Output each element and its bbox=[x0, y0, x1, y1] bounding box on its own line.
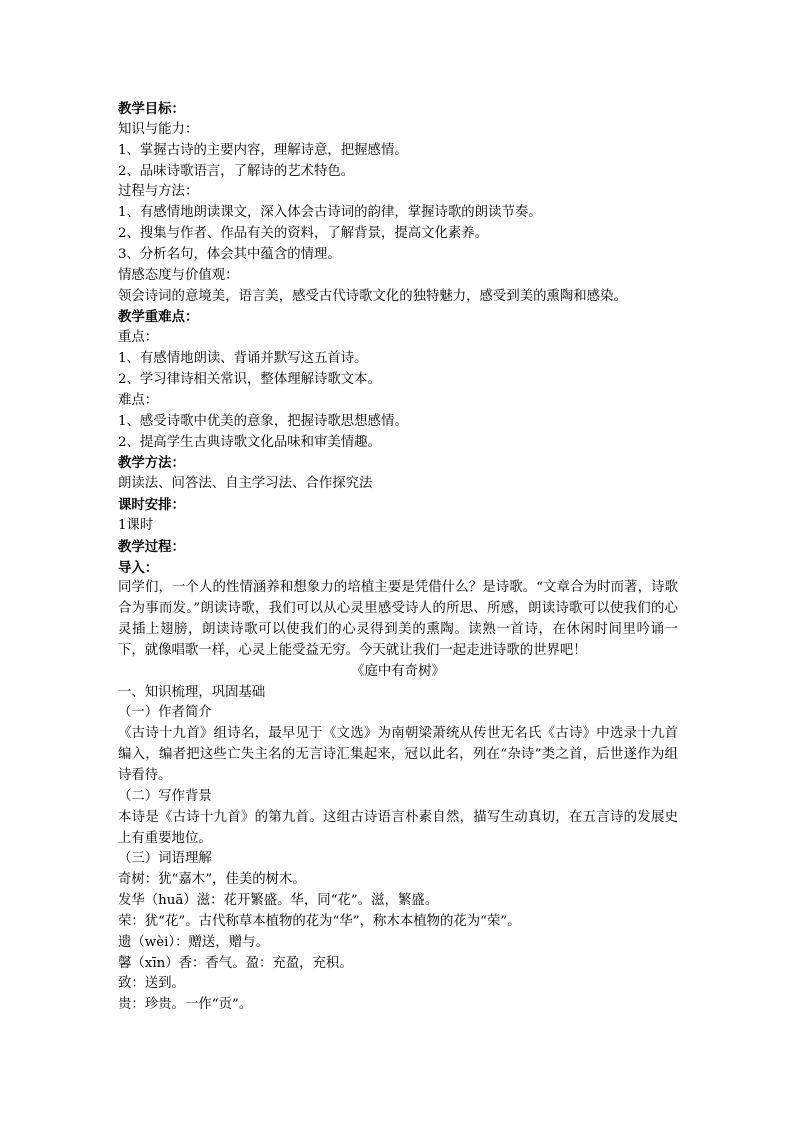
key-points-heading: 教学重难点： bbox=[118, 309, 199, 326]
part1-heading: 一、知识梳理，巩固基础 bbox=[118, 684, 266, 700]
key-item: 1、有感情地朗读、背诵并默写这五首诗。 bbox=[118, 351, 368, 367]
poem-title: 《庭中有奇树》 bbox=[351, 663, 445, 679]
schedule-heading: 课时安排： bbox=[118, 497, 185, 514]
procedure-heading: 教学过程： bbox=[118, 538, 185, 555]
methods-text: 朗读法、问答法、自主学习法、合作探究法 bbox=[118, 476, 373, 492]
vocab-item: 奇树：犹“嘉木”，佳美的树木。 bbox=[118, 872, 306, 888]
vocab-heading: （三）词语理解 bbox=[118, 851, 212, 867]
objectives-heading: 教学目标： bbox=[118, 101, 185, 117]
background-heading: （二）写作背景 bbox=[118, 788, 212, 804]
emotion-label: 情感态度与价值观： bbox=[118, 267, 239, 283]
author-heading: （一）作者简介 bbox=[118, 705, 212, 721]
vocab-item: 贵：珍贵。一作“贡”。 bbox=[118, 997, 253, 1013]
vocab-item: 荣：犹“花”。古代称草本植物的花为“华”，称木本植物的花为“荣”。 bbox=[118, 913, 521, 929]
vocab-item: 馨（xīn）香：香气。盈：充盈，充积。 bbox=[118, 955, 353, 971]
vocab-item: 致：送到。 bbox=[118, 976, 185, 992]
intro-heading: 导入： bbox=[118, 559, 159, 576]
emotion-text: 领会诗词的意境美，语言美，感受古代诗歌文化的独特魅力，感受到美的熏陶和感染。 bbox=[118, 288, 627, 304]
difficult-label: 难点： bbox=[118, 392, 159, 408]
process-label: 过程与方法： bbox=[118, 184, 199, 200]
process-item: 3、分析名句，体会其中蕴含的情理。 bbox=[118, 246, 341, 262]
schedule-text: 1课时 bbox=[118, 517, 154, 533]
knowledge-item: 2、品味诗歌语言，了解诗的艺术特色。 bbox=[118, 163, 355, 179]
key-item: 2、学习律诗相关常识，整体理解诗歌文本。 bbox=[118, 371, 381, 387]
knowledge-label: 知识与能力： bbox=[118, 121, 199, 137]
key-label: 重点： bbox=[118, 330, 159, 346]
methods-heading: 教学方法： bbox=[118, 455, 185, 472]
lesson-plan-body bbox=[118, 99, 678, 1016]
difficult-item: 1、感受诗歌中优美的意象，把握诗歌思想感情。 bbox=[118, 413, 408, 429]
intro-paragraph: 同学们，一个人的性情涵养和想象力的培植主要是凭借什么？是诗歌。“文章合为时而著，诗歌合为事而发。”朗读诗歌，我们可以从心灵里感受诗人的所思、所感，朗读诗歌可以使我们的心灵插上翅膀，朗读诗歌可以使我们的心灵得到美的熏陶。读熟一首诗，在休闲时间里吟诵一下，就像唱歌一样，心灵上能受益无穷。今天就让我们一起走进诗歌的世界吧！ bbox=[118, 580, 678, 658]
author-paragraph: 《古诗十九首》组诗名，最早见于《文选》为南朝梁萧统从传世无名氏《古诗》中选录十九首编入，编者把这些亡失主名的无言诗汇集起来，冠以此名，列在“杂诗”类之首，后世遂作为组诗看待。 bbox=[118, 726, 678, 783]
process-item: 2、搜集与作者、作品有关的资料，了解背景，提高文化素养。 bbox=[118, 226, 489, 242]
knowledge-item: 1、掌握古诗的主要内容，理解诗意，把握感情。 bbox=[118, 142, 408, 158]
process-item: 1、有感情地朗读课文，深入体会古诗词的韵律，掌握诗歌的朗读节奏。 bbox=[118, 205, 542, 221]
vocab-item: 遗（wèi）：赠送，赠与。 bbox=[118, 934, 269, 950]
difficult-item: 2、提高学生古典诗歌文化品味和审美情趣。 bbox=[118, 434, 381, 450]
background-paragraph: 本诗是《古诗十九首》的第九首。这组古诗语言朴素自然，描写生动真切，在五言诗的发展史上有重要地位。 bbox=[118, 809, 678, 846]
vocab-item: 发华（huā）滋：花开繁盛。华，同“花”。滋，繁盛。 bbox=[118, 893, 439, 909]
